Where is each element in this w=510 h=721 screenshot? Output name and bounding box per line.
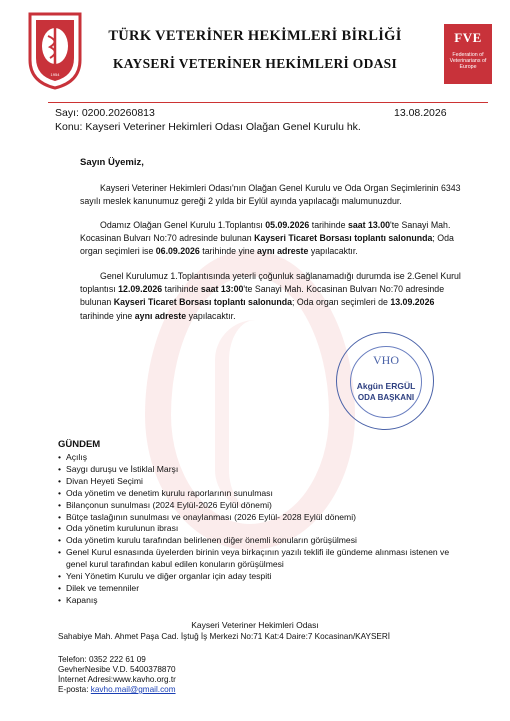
fve-logo [444,24,492,84]
election-date: 06.09.2026 [155,246,200,257]
second-meeting-time: saat 13:00 [200,284,244,295]
svg-text:1954: 1954 [50,72,60,77]
org-title: TÜRK VETERİNER HEKİMLERİ BİRLİĞİ [108,28,402,44]
signatory-name: Akgün ERGÜL [356,381,416,391]
paragraph-2: Odamız Olağan Genel Kurulu 1.Toplantısı 05.09.2026 tarihinde saat 13.00'te Sanayi Mah. Kocasinan Bulvarı No:70 adresinde bulunan Kayseri Ticaret Borsası toplantı salonunda; Oda organ seçimleri ise 06.09.2026 tarihinde yine aynı adreste yapılacaktır. [80,220,454,257]
meeting-venue: Kayseri Ticaret Borsası toplantı salonunda [254,233,433,244]
footer-email [58,685,176,696]
second-election-date: 13.09.2026 [390,297,435,308]
letter-date: 13.08.2026 [394,107,447,119]
second-meeting-venue: Kayseri Ticaret Borsası toplantı salonunda [113,297,293,308]
agenda-item: • Saygı duruşu ve İstiklal Marşı [58,464,468,476]
stamp-mark: VHO [373,353,399,367]
reference-number: Sayı: 0200.20260813 [55,107,155,119]
agenda-item: • Bütçe taslağının sunulması ve onaylanması (2026 Eylül- 2028 Eylül dönemi) [58,512,468,524]
agenda-list [58,452,468,607]
first-meeting-time: saat 13.00 [347,220,391,230]
paragraph-3: Genel Kurulumuz 1.Toplantısında yeterli çoğunluk sağlanamadığı durumda ise 2.Genel Kurul toplantısı 12.09.2026 tarihinde saat 13:00'te Sanayi Mah. Kocasinan Bulvarı No:70 adresinde bulunan Kayseri Ticaret Borsası toplantı salonunda; Oda organ seçimleri de 13.09.2026 tarihinde yine aynı adreste yapılacaktır. [80,271,461,321]
agenda-item: • Dilek ve temenniler [58,583,468,595]
footer-address: Sahabiye Mah. Ahmet Paşa Cad. İştuğ İş Merkezi No:71 Kat:4 Daire:7 Kocasinan/KAYSERİ [58,632,391,641]
agenda-item: • Bilançonun sunulması (2024 Eylül-2026 Eylül dönemi) [58,500,468,512]
tvhb-logo [26,10,84,90]
fve-text: Federation of Veterinarians of Europe [449,52,487,70]
chamber-title: KAYSERİ VETERİNER HEKİMLERİ ODASI [112,56,398,71]
paragraph-1: Kayseri Veteriner Hekimleri Odası'nın Olağan Genel Kurulu ve Oda Organ Seçimlerinin 6343 sayılı meslek kanunumuz gereği 2 yılda bir Eylül ayında yapılacağı malumunuzdur. [80,183,461,207]
subject-text: Kayseri Veteriner Hekimleri Odası Olağan Genel Kurulu hk. [85,121,361,133]
footer-phone: Telefon: 0352 222 61 09 [58,655,146,664]
salutation: Sayın Üyemiz, [80,157,144,168]
agenda-item: • Yeni Yönetim Kurulu ve diğer organlar için aday tespiti [58,571,468,583]
agenda-item: • Açılış [58,452,468,464]
agenda-item: • Genel Kurul esnasında üyelerden birinin veya birkaçının yazılı teklifi ile gündeme alınması istenen ve genel kurul tarafından kabul edilen konuların görüşülmesi [58,547,468,571]
footer-org: Kayseri Veteriner Hekimleri Odası [191,620,319,630]
agenda-item: • Kapanış [58,595,468,607]
email-link[interactable]: kavho.mail@gmail.com [90,685,176,694]
subject-line [55,121,361,133]
second-meeting-date: 12.09.2026 [118,284,163,295]
signatory-title: ODA BAŞKANI [357,393,415,402]
agenda-title: GÜNDEM [58,439,101,450]
header-rule [48,102,488,103]
subject-label: Konu: [55,121,83,133]
fve-mark: FVE [454,30,482,45]
agenda-item: • Oda yönetim kurulu tarafından belirlenen diğer önemli konuların görüşülmesi [58,535,468,547]
agenda-item: • Divan Heyeti Seçimi [58,476,468,488]
footer-tax: GevherNesibe V.D. 5400378870 [58,665,176,674]
agenda-item: • Oda yönetim kurulunun ibrası [58,523,468,535]
footer-web[interactable]: İnternet Adresi:www.kavho.org.tr [58,675,176,684]
email-label: E-posta: [58,685,91,694]
agenda-item: • Oda yönetim ve denetim kurulu raporlarının sunulması [58,488,468,500]
official-stamp [336,332,434,430]
first-meeting-date: 05.09.2026 [265,220,310,230]
